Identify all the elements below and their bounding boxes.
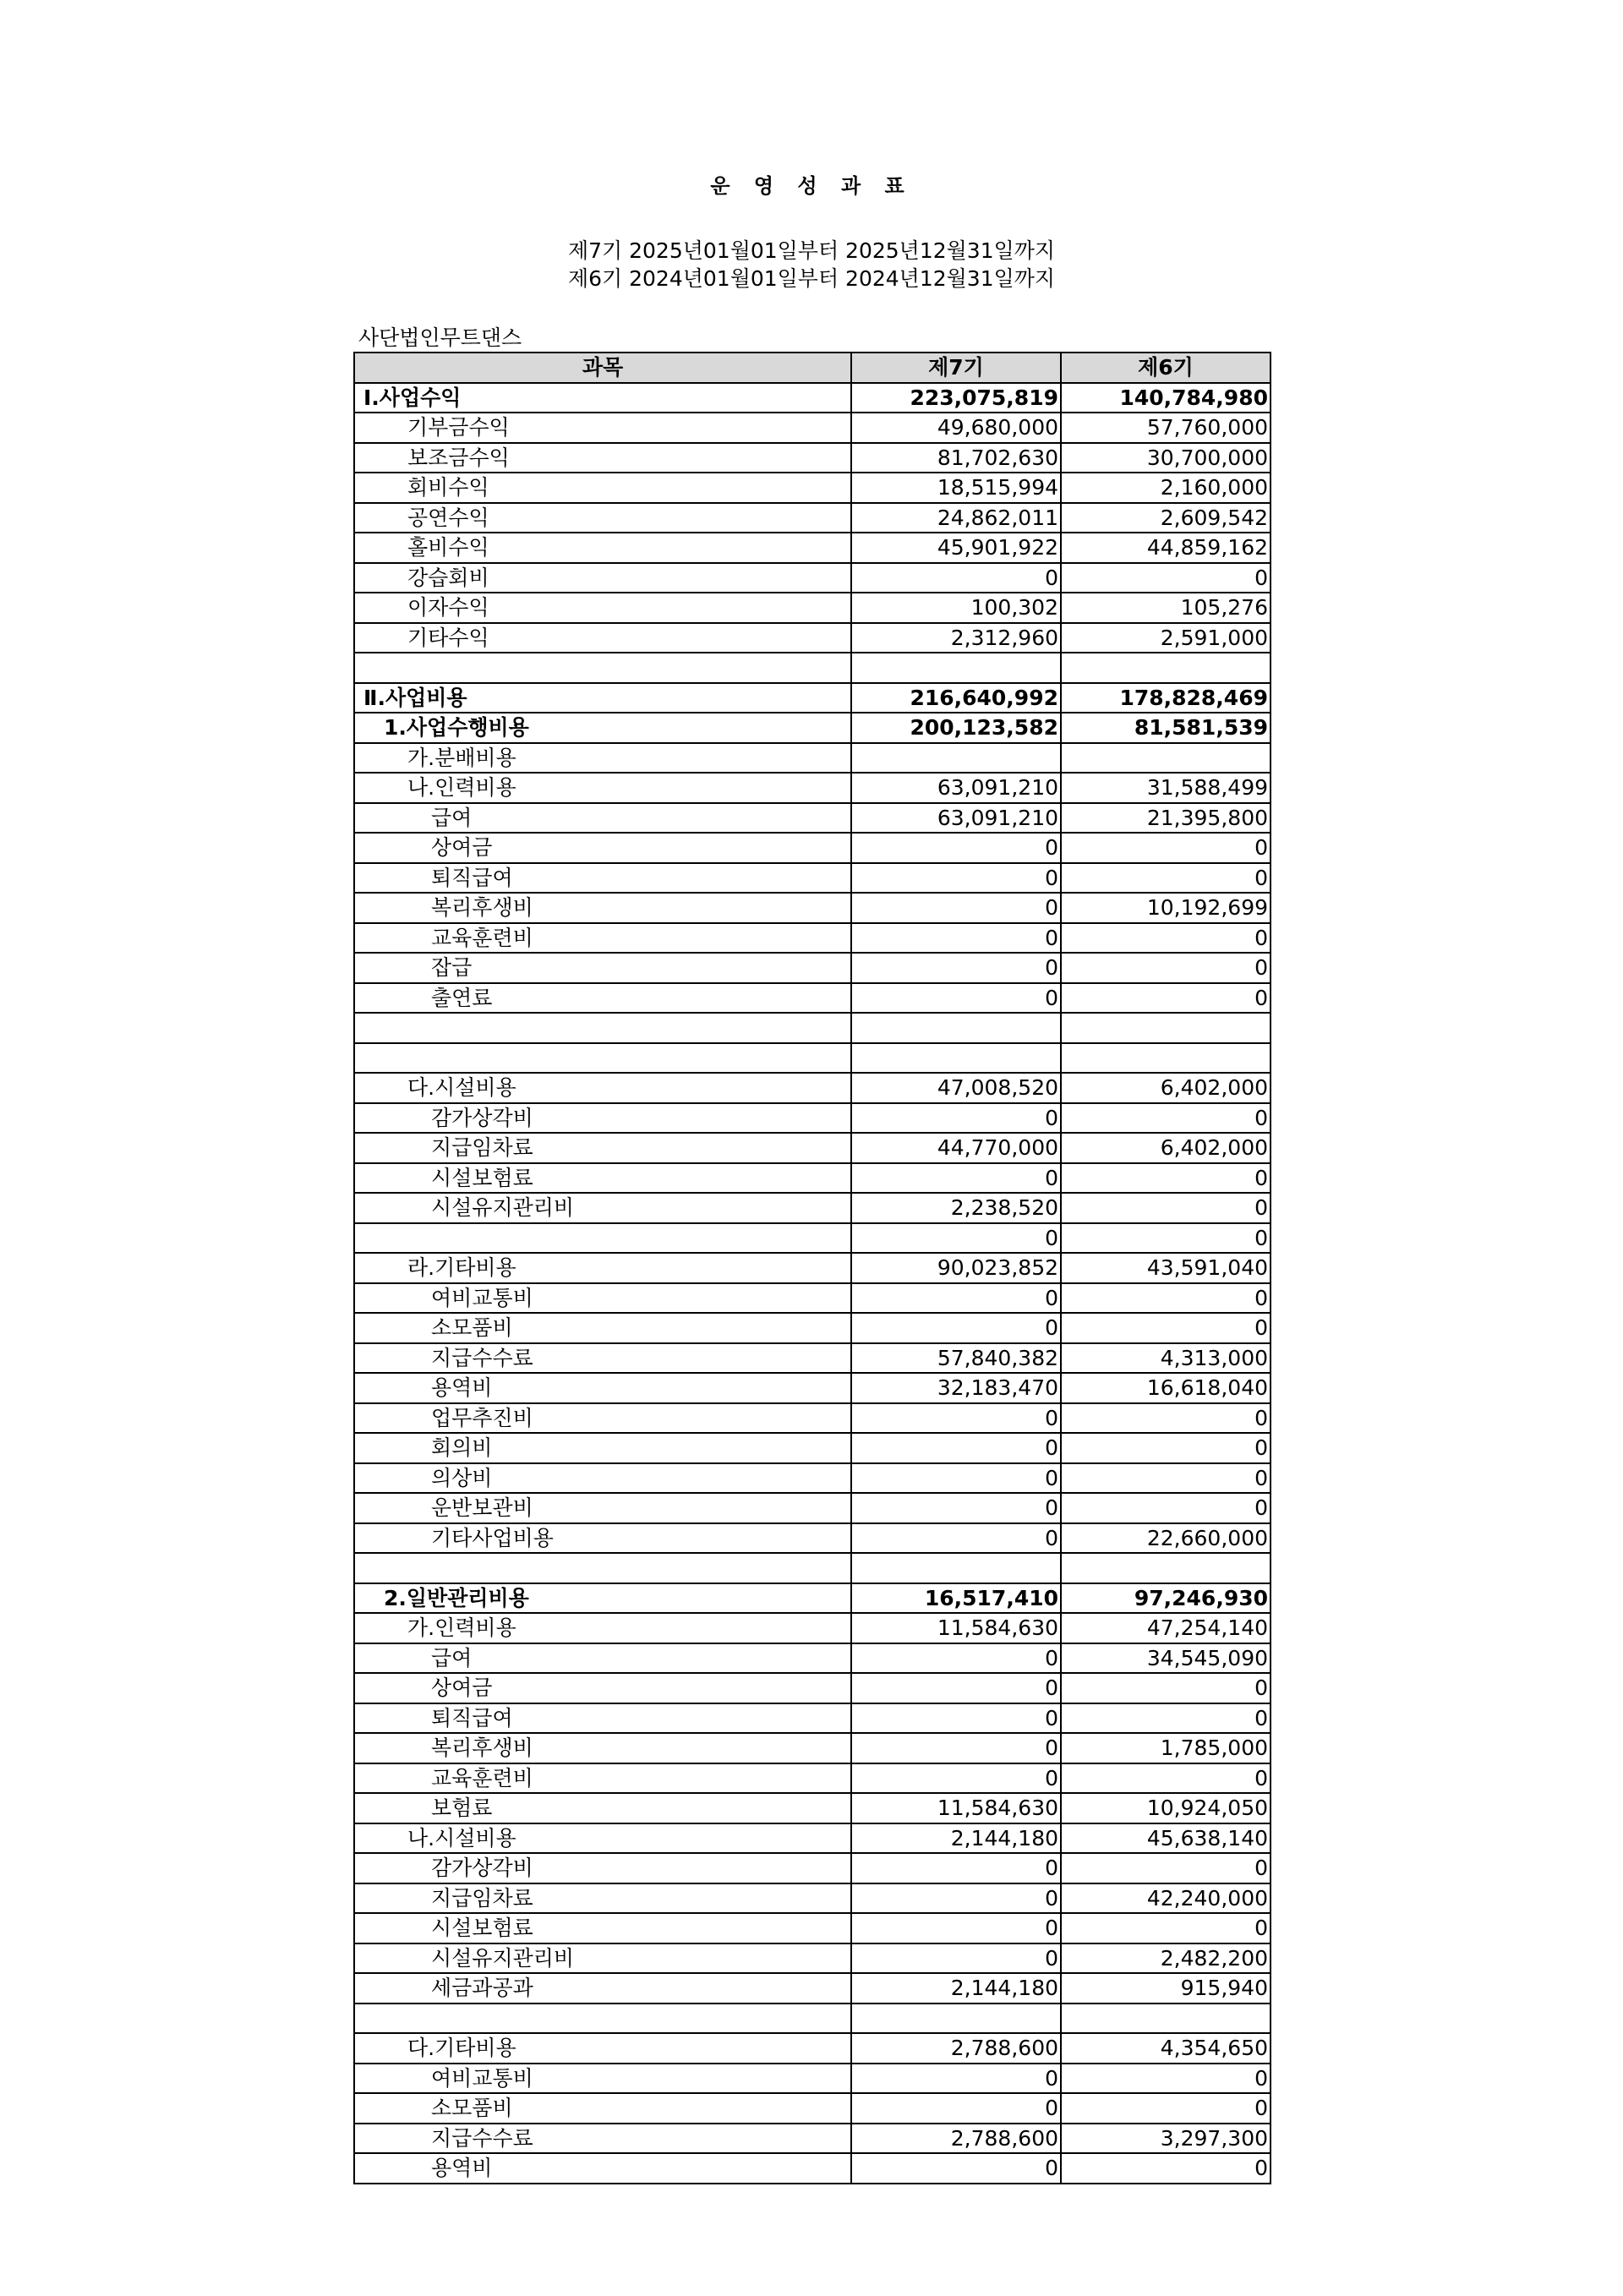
period7-amount-cell: 0: [851, 1673, 1061, 1703]
table-row: [354, 983, 1271, 1014]
account-name-cell: [354, 1013, 851, 1043]
table-row: [354, 2153, 1271, 2184]
period7-amount-cell: 0: [851, 1283, 1061, 1314]
account-name-cell: 상여금: [354, 833, 851, 863]
period7-amount-cell: 0: [851, 863, 1061, 894]
account-name-cell: 기부금수익: [354, 413, 851, 443]
period6-amount-cell: 0: [1061, 1673, 1271, 1703]
table-row: [354, 863, 1271, 894]
period6-amount-cell: 0: [1061, 1853, 1271, 1883]
account-name-cell: 교육훈련비: [354, 1763, 851, 1794]
table-row: [354, 2124, 1271, 2154]
table-row: [354, 893, 1271, 923]
period6-amount-cell: 3,297,300: [1061, 2124, 1271, 2154]
period7-amount-cell: 16,517,410: [851, 1583, 1061, 1614]
period6-amount-cell: 0: [1061, 1163, 1271, 1194]
account-name-cell: 교육훈련비: [354, 923, 851, 954]
account-name-cell: 가.분배비용: [354, 743, 851, 774]
account-name-cell: 퇴직급여: [354, 1703, 851, 1734]
table-row: [354, 1583, 1271, 1614]
period7-amount-cell: [851, 743, 1061, 774]
period6-amount-cell: 81,581,539: [1061, 713, 1271, 743]
period7-amount-cell: 49,680,000: [851, 413, 1061, 443]
period7-amount-cell: 18,515,994: [851, 473, 1061, 503]
account-name-cell: [354, 653, 851, 683]
period6-amount-cell: 0: [1061, 1103, 1271, 1134]
account-name-cell: 다.기타비용: [354, 2033, 851, 2064]
account-name-cell: 출연료: [354, 983, 851, 1014]
period7-amount-cell: 0: [851, 833, 1061, 863]
period7-amount-cell: 0: [851, 2153, 1061, 2184]
table-row: [354, 1793, 1271, 1823]
table-row: [354, 1733, 1271, 1763]
period6-amount-cell: 0: [1061, 923, 1271, 954]
table-row: [354, 623, 1271, 653]
period7-amount-cell: 63,091,210: [851, 803, 1061, 834]
account-name-cell: 소모품비: [354, 1313, 851, 1343]
period6-amount-cell: 0: [1061, 1763, 1271, 1794]
period6-amount-cell: 22,660,000: [1061, 1523, 1271, 1554]
period7-amount-cell: 57,840,382: [851, 1343, 1061, 1374]
period6-amount-cell: 0: [1061, 2064, 1271, 2094]
table-row: [354, 953, 1271, 983]
period7-amount-cell: [851, 1553, 1061, 1583]
period6-amount-cell: [1061, 1553, 1271, 1583]
period6-amount-cell: 0: [1061, 563, 1271, 593]
account-name-cell: 기타사업비용: [354, 1523, 851, 1554]
account-name-cell: 다.시설비용: [354, 1073, 851, 1103]
account-name-cell: 지급수수료: [354, 2124, 851, 2154]
account-name-cell: 시설유지관리비: [354, 1193, 851, 1223]
period6-amount-cell: 0: [1061, 833, 1271, 863]
table-row: [354, 1523, 1271, 1554]
period6-amount-cell: 0: [1061, 1313, 1271, 1343]
account-name-cell: 소모품비: [354, 2093, 851, 2124]
account-name-cell: 감가상각비: [354, 1853, 851, 1883]
table-row: [354, 1313, 1271, 1343]
table-row: [354, 1073, 1271, 1103]
period7-amount-cell: 2,788,600: [851, 2033, 1061, 2064]
table-row: [354, 1853, 1271, 1883]
period6-amount-cell: 0: [1061, 1433, 1271, 1463]
account-name-cell: 1.사업수행비용: [354, 713, 851, 743]
period7-amount-cell: 0: [851, 1733, 1061, 1763]
period7-amount-cell: 24,862,011: [851, 503, 1061, 533]
table-row: [354, 443, 1271, 473]
period7-amount-cell: [851, 2004, 1061, 2034]
account-name-cell: 2.일반관리비용: [354, 1583, 851, 1614]
period6-amount-cell: 0: [1061, 1463, 1271, 1494]
period6-amount-cell: 915,940: [1061, 1973, 1271, 2004]
account-name-cell: [354, 1553, 851, 1583]
period7-amount-cell: 0: [851, 1463, 1061, 1494]
table-row: [354, 803, 1271, 834]
period7-amount-cell: 0: [851, 953, 1061, 983]
account-name-cell: 시설보험료: [354, 1913, 851, 1943]
account-name-cell: Ⅰ.사업수익: [354, 383, 851, 413]
period6-amount-cell: 1,785,000: [1061, 1733, 1271, 1763]
period7-amount-cell: 47,008,520: [851, 1073, 1061, 1103]
period7-amount-cell: 0: [851, 1313, 1061, 1343]
table-row: [354, 1133, 1271, 1163]
period7-amount-cell: 0: [851, 1913, 1061, 1943]
period7-amount-cell: [851, 1043, 1061, 1074]
period6-amount-cell: [1061, 653, 1271, 683]
period6-amount-cell: 4,354,650: [1061, 2033, 1271, 2064]
table-row: [354, 1403, 1271, 1434]
account-name-cell: 회비수익: [354, 473, 851, 503]
period-current: 제7기 2025년01월01일부터 2025년12월31일까지: [567, 238, 1056, 263]
period7-amount-cell: 63,091,210: [851, 773, 1061, 803]
period-prior: 제6기 2024년01월01일부터 2024년12월31일까지: [567, 266, 1056, 291]
table-row: [354, 1673, 1271, 1703]
period6-amount-cell: 42,240,000: [1061, 1883, 1271, 1914]
table-row: [354, 683, 1271, 713]
table-row: [354, 1703, 1271, 1734]
period7-amount-cell: 100,302: [851, 593, 1061, 623]
table-row: [354, 1613, 1271, 1643]
organization-name: 사단법인무트댄스: [358, 325, 522, 350]
period6-amount-cell: 6,402,000: [1061, 1073, 1271, 1103]
period7-amount-cell: 0: [851, 1403, 1061, 1434]
table-row: [354, 653, 1271, 683]
account-name-cell: 의상비: [354, 1463, 851, 1494]
period7-amount-cell: 2,238,520: [851, 1193, 1061, 1223]
table-row: [354, 1223, 1271, 1254]
period7-amount-cell: 223,075,819: [851, 383, 1061, 413]
table-row: [354, 1343, 1271, 1374]
account-name-cell: [354, 1043, 851, 1074]
period7-amount-cell: 0: [851, 1493, 1061, 1523]
account-name-cell: 기타수익: [354, 623, 851, 653]
table-header-row: [354, 353, 1271, 383]
period7-amount-cell: 0: [851, 893, 1061, 923]
period7-amount-cell: 45,901,922: [851, 533, 1061, 563]
account-name-cell: 홀비수익: [354, 533, 851, 563]
table-row: [354, 473, 1271, 503]
account-name-cell: 회의비: [354, 1433, 851, 1463]
period6-amount-cell: [1061, 2004, 1271, 2034]
period7-amount-cell: 0: [851, 1223, 1061, 1254]
period7-amount-cell: 0: [851, 563, 1061, 593]
period7-amount-cell: 0: [851, 1703, 1061, 1734]
table-row: [354, 1943, 1271, 1974]
period7-amount-cell: 0: [851, 1853, 1061, 1883]
account-name-cell: 복리후생비: [354, 893, 851, 923]
account-name-cell: 공연수익: [354, 503, 851, 533]
table-row: [354, 2004, 1271, 2034]
column-header-period6: 제6기: [1061, 353, 1271, 383]
period7-amount-cell: 81,702,630: [851, 443, 1061, 473]
period6-amount-cell: [1061, 1043, 1271, 1074]
table-row: [354, 1493, 1271, 1523]
table-row: [354, 1913, 1271, 1943]
account-name-cell: 퇴직급여: [354, 863, 851, 894]
account-name-cell: Ⅱ.사업비용: [354, 683, 851, 713]
table-row: [354, 593, 1271, 623]
period7-amount-cell: 0: [851, 1103, 1061, 1134]
period6-amount-cell: 97,246,930: [1061, 1583, 1271, 1614]
account-name-cell: 복리후생비: [354, 1733, 851, 1763]
table-row: [354, 533, 1271, 563]
account-name-cell: 급여: [354, 803, 851, 834]
period6-amount-cell: 0: [1061, 1223, 1271, 1254]
table-row: [354, 2064, 1271, 2094]
page-title: 운 영 성 과 표: [710, 174, 913, 198]
account-name-cell: 시설보험료: [354, 1163, 851, 1194]
period7-amount-cell: 2,788,600: [851, 2124, 1061, 2154]
period6-amount-cell: 178,828,469: [1061, 683, 1271, 713]
period6-amount-cell: 16,618,040: [1061, 1373, 1271, 1403]
account-name-cell: 강습회비: [354, 563, 851, 593]
account-name-cell: 지급임차료: [354, 1133, 851, 1163]
account-name-cell: 업무추진비: [354, 1403, 851, 1434]
account-name-cell: [354, 1223, 851, 1254]
period7-amount-cell: 0: [851, 2064, 1061, 2094]
period6-amount-cell: 21,395,800: [1061, 803, 1271, 834]
period6-amount-cell: [1061, 1013, 1271, 1043]
period6-amount-cell: [1061, 743, 1271, 774]
table-row: [354, 563, 1271, 593]
table-row: [354, 1823, 1271, 1854]
account-name-cell: 여비교통비: [354, 1283, 851, 1314]
account-name-cell: 지급수수료: [354, 1343, 851, 1374]
period6-amount-cell: 0: [1061, 1283, 1271, 1314]
period6-amount-cell: 0: [1061, 1703, 1271, 1734]
period7-amount-cell: [851, 1013, 1061, 1043]
period7-amount-cell: 32,183,470: [851, 1373, 1061, 1403]
column-header-account: 과목: [354, 353, 851, 383]
period7-amount-cell: 0: [851, 1433, 1061, 1463]
table-row: [354, 413, 1271, 443]
period6-amount-cell: 4,313,000: [1061, 1343, 1271, 1374]
table-row: [354, 1163, 1271, 1194]
account-name-cell: 지급임차료: [354, 1883, 851, 1914]
period6-amount-cell: 2,482,200: [1061, 1943, 1271, 1974]
table-row: [354, 1973, 1271, 2004]
table-row: [354, 503, 1271, 533]
table-row: [354, 383, 1271, 413]
period7-amount-cell: 0: [851, 2093, 1061, 2124]
account-name-cell: 라.기타비용: [354, 1253, 851, 1283]
period6-amount-cell: 2,591,000: [1061, 623, 1271, 653]
period6-amount-cell: 105,276: [1061, 593, 1271, 623]
table-row: [354, 773, 1271, 803]
table-row: [354, 1883, 1271, 1914]
period6-amount-cell: 10,192,699: [1061, 893, 1271, 923]
account-name-cell: 여비교통비: [354, 2064, 851, 2094]
account-name-cell: 용역비: [354, 1373, 851, 1403]
account-name-cell: [354, 2004, 851, 2034]
table-row: [354, 833, 1271, 863]
period7-amount-cell: 2,144,180: [851, 1973, 1061, 2004]
period6-amount-cell: 45,638,140: [1061, 1823, 1271, 1854]
period7-amount-cell: 0: [851, 923, 1061, 954]
account-name-cell: 운반보관비: [354, 1493, 851, 1523]
period6-amount-cell: 0: [1061, 2093, 1271, 2124]
period7-amount-cell: 2,144,180: [851, 1823, 1061, 1854]
column-header-period7: 제7기: [851, 353, 1061, 383]
table-row: [354, 713, 1271, 743]
period6-amount-cell: 0: [1061, 1493, 1271, 1523]
account-name-cell: 보조금수익: [354, 443, 851, 473]
account-name-cell: 보험료: [354, 1793, 851, 1823]
period6-amount-cell: 44,859,162: [1061, 533, 1271, 563]
period6-amount-cell: 0: [1061, 983, 1271, 1014]
account-name-cell: 잡급: [354, 953, 851, 983]
period6-amount-cell: 43,591,040: [1061, 1253, 1271, 1283]
period6-amount-cell: 31,588,499: [1061, 773, 1271, 803]
table-row: [354, 1433, 1271, 1463]
period7-amount-cell: 11,584,630: [851, 1793, 1061, 1823]
account-name-cell: 감가상각비: [354, 1103, 851, 1134]
period7-amount-cell: 0: [851, 1643, 1061, 1674]
period6-amount-cell: 6,402,000: [1061, 1133, 1271, 1163]
account-name-cell: 나.시설비용: [354, 1823, 851, 1854]
account-name-cell: 용역비: [354, 2153, 851, 2184]
period6-amount-cell: 2,609,542: [1061, 503, 1271, 533]
period6-amount-cell: 0: [1061, 1193, 1271, 1223]
period7-amount-cell: 90,023,852: [851, 1253, 1061, 1283]
period7-amount-cell: 0: [851, 1943, 1061, 1974]
period7-amount-cell: [851, 653, 1061, 683]
table-row: [354, 1373, 1271, 1403]
table-row: [354, 1253, 1271, 1283]
period6-amount-cell: 34,545,090: [1061, 1643, 1271, 1674]
period7-amount-cell: 44,770,000: [851, 1133, 1061, 1163]
account-name-cell: 가.인력비용: [354, 1613, 851, 1643]
period6-amount-cell: 0: [1061, 1913, 1271, 1943]
period6-amount-cell: 2,160,000: [1061, 473, 1271, 503]
period7-amount-cell: 0: [851, 1883, 1061, 1914]
period7-amount-cell: 11,584,630: [851, 1613, 1061, 1643]
statement-table: [353, 352, 1271, 2184]
period7-amount-cell: 0: [851, 983, 1061, 1014]
period6-amount-cell: 47,254,140: [1061, 1613, 1271, 1643]
table-row: [354, 1643, 1271, 1674]
period6-amount-cell: 10,924,050: [1061, 1793, 1271, 1823]
period6-amount-cell: 30,700,000: [1061, 443, 1271, 473]
table-row: [354, 1103, 1271, 1134]
account-name-cell: 상여금: [354, 1673, 851, 1703]
table-row: [354, 2033, 1271, 2064]
period6-amount-cell: 0: [1061, 1403, 1271, 1434]
account-name-cell: 나.인력비용: [354, 773, 851, 803]
table-row: [354, 1043, 1271, 1074]
account-name-cell: 시설유지관리비: [354, 1943, 851, 1974]
period7-amount-cell: 200,123,582: [851, 713, 1061, 743]
period7-amount-cell: 2,312,960: [851, 623, 1061, 653]
table-row: [354, 923, 1271, 954]
table-row: [354, 1013, 1271, 1043]
account-name-cell: 이자수익: [354, 593, 851, 623]
period7-amount-cell: 0: [851, 1523, 1061, 1554]
period6-amount-cell: 140,784,980: [1061, 383, 1271, 413]
account-name-cell: 세금과공과: [354, 1973, 851, 2004]
period6-amount-cell: 0: [1061, 863, 1271, 894]
table-row: [354, 1283, 1271, 1314]
period7-amount-cell: 0: [851, 1763, 1061, 1794]
table-row: [354, 1463, 1271, 1494]
table-row: [354, 2093, 1271, 2124]
period7-amount-cell: 216,640,992: [851, 683, 1061, 713]
period6-amount-cell: 0: [1061, 953, 1271, 983]
table-row: [354, 1553, 1271, 1583]
account-name-cell: 급여: [354, 1643, 851, 1674]
period7-amount-cell: 0: [851, 1163, 1061, 1194]
period6-amount-cell: 0: [1061, 2153, 1271, 2184]
period6-amount-cell: 57,760,000: [1061, 413, 1271, 443]
table-row: [354, 1763, 1271, 1794]
table-row: [354, 743, 1271, 774]
table-row: [354, 1193, 1271, 1223]
